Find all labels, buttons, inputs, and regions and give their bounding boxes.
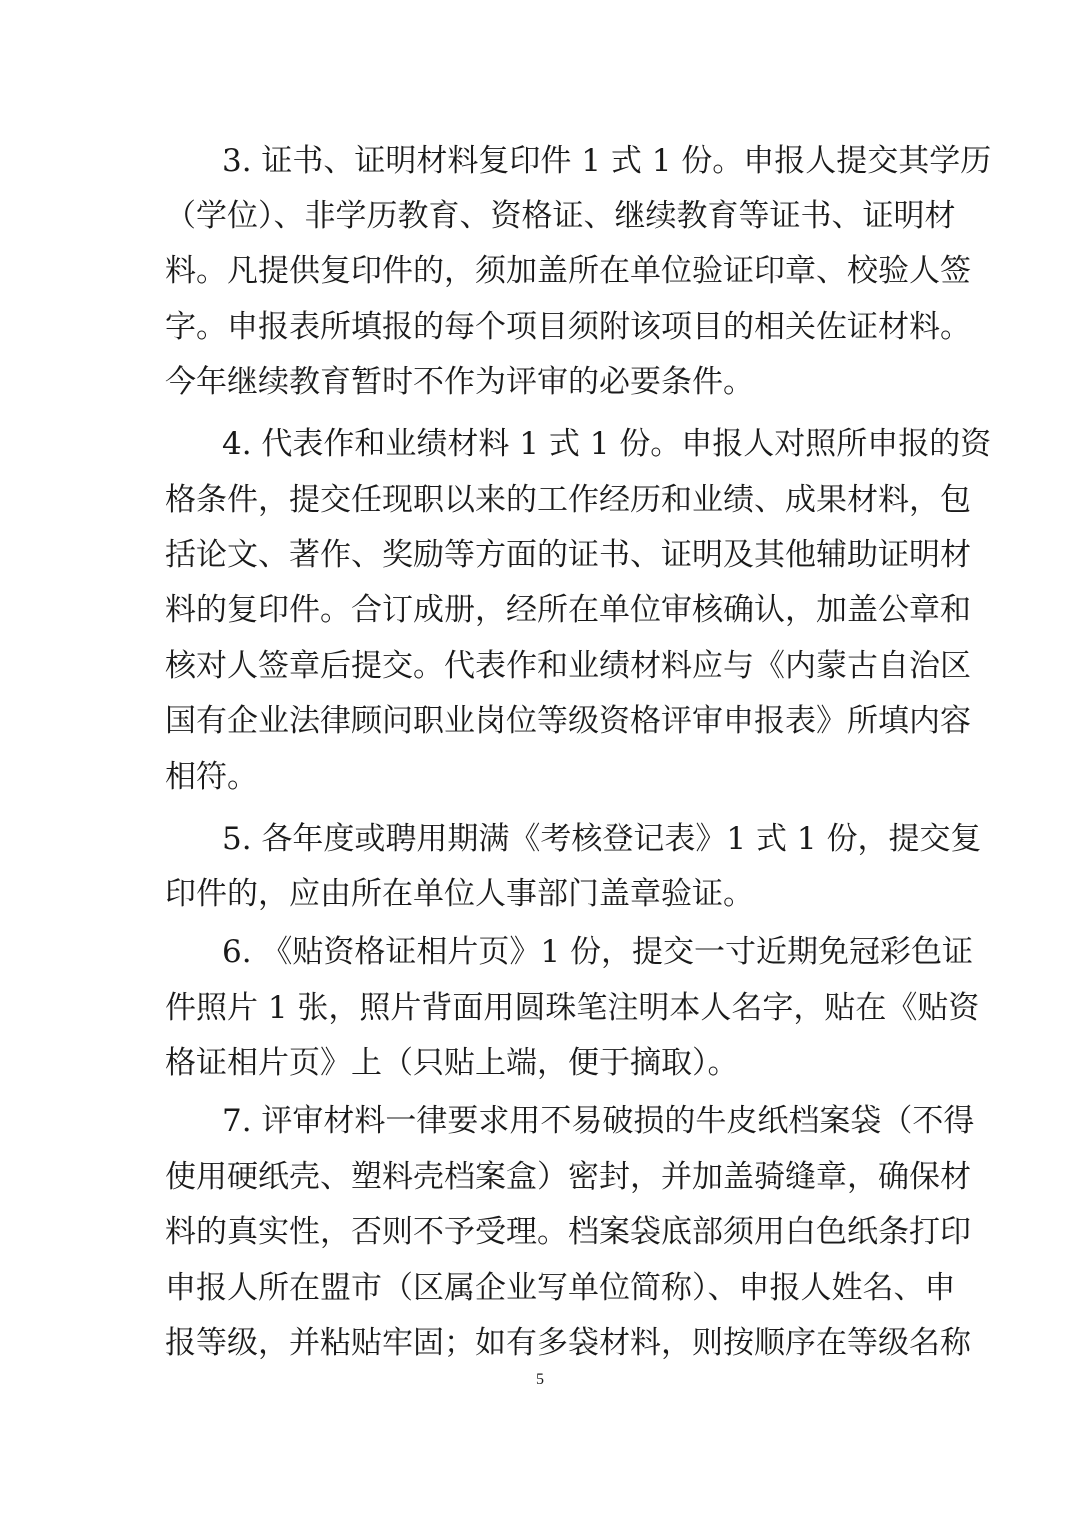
text-line: 6. 《贴资格证相片页》1 份，提交一寸近期免冠彩色证 xyxy=(222,934,974,970)
text-line: 3. 证书、证明材料复印件 1 式 1 份。申报人提交其学历 xyxy=(222,143,992,179)
text-line: 料的真实性，否则不予受理。档案袋底部须用白色纸条打印 xyxy=(165,1214,971,1250)
text-line: 相符。 xyxy=(165,759,258,795)
text-line: 格条件，提交任现职以来的工作经历和业绩、成果材料，包 xyxy=(165,482,971,518)
text-line: 件照片 1 张，照片背面用圆珠笔注明本人名字，贴在《贴资 xyxy=(165,990,980,1026)
text-line: 括论文、著作、奖励等方面的证书、证明及其他辅助证明材 xyxy=(165,537,971,573)
text-line: 4. 代表作和业绩材料 1 式 1 份。申报人对照所申报的资 xyxy=(222,426,992,462)
text-line: 国有企业法律顾问职业岗位等级资格评审申报表》所填内容 xyxy=(165,703,971,739)
text-line: 核对人签章后提交。代表作和业绩材料应与《内蒙古自治区 xyxy=(165,648,971,684)
text-line: 字。申报表所填报的每个项目须附该项目的相关佐证材料。 xyxy=(165,309,971,345)
text-line: 今年继续教育暂时不作为评审的必要条件。 xyxy=(165,364,754,400)
page-number: 5 xyxy=(536,1371,544,1388)
text-line: 7. 评审材料一律要求用不易破损的牛皮纸档案袋（不得 xyxy=(222,1103,975,1139)
text-line: 申报人所在盟市（区属企业写单位简称）、申报人姓名、申 xyxy=(165,1270,956,1306)
text-line: 报等级，并粘贴牢固；如有多袋材料，则按顺序在等级名称 xyxy=(165,1325,971,1361)
text-line: 料。凡提供复印件的，须加盖所在单位验证印章、校验人签 xyxy=(165,253,971,289)
text-line: 格证相片页》上（只贴上端，便于摘取）。 xyxy=(165,1045,739,1081)
text-line: （学位）、非学历教育、资格证、继续教育等证书、证明材 xyxy=(165,198,956,234)
text-line: 5. 各年度或聘用期满《考核登记表》1 式 1 份，提交复 xyxy=(222,821,982,857)
text-line: 印件的，应由所在单位人事部门盖章验证。 xyxy=(165,876,754,912)
text-line: 料的复印件。合订成册，经所在单位审核确认，加盖公章和 xyxy=(165,592,971,628)
text-line: 使用硬纸壳、塑料壳档案盒）密封，并加盖骑缝章，确保材 xyxy=(165,1159,971,1195)
